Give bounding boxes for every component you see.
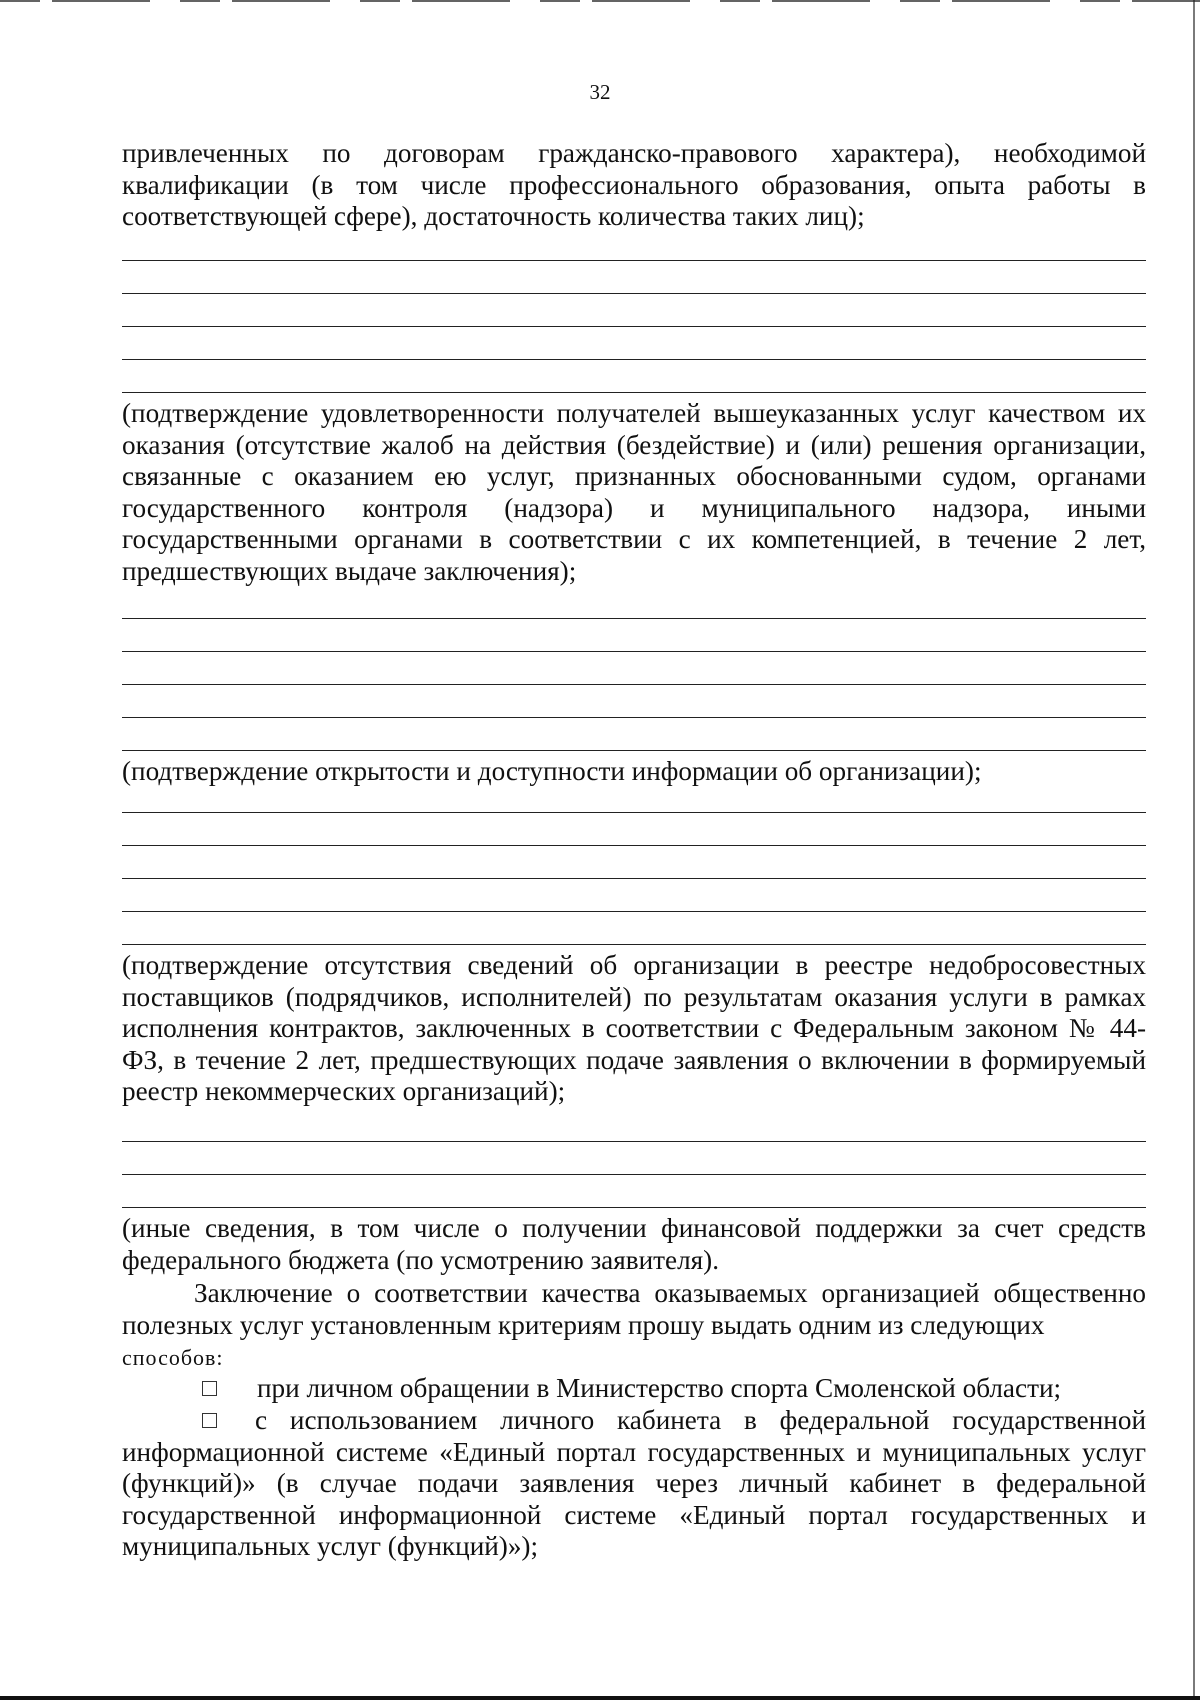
fill-line [122,260,1146,261]
fill-line [122,1174,1146,1175]
conclusion-text: Заключение о соответствии качества оказываемых организацией общественно полезных услуг установленным критериям прошу выдать одним из следующих [122,1278,1146,1340]
page-number: 32 [589,80,611,104]
checkbox-personal-account[interactable] [202,1413,217,1428]
paragraph-openness: (подтверждение открытости и доступности информации об организации); [122,756,982,786]
scan-edge-top [0,0,1200,2]
paragraph-conclusion-request [122,1278,1146,1374]
fill-line [122,359,1146,360]
fill-line [122,812,1146,813]
paragraph-satisfaction: (подтверждение удовлетворенности получателей вышеуказанных услуг качеством их оказания (отсутствие жалоб на действия (бездействие) и (или) решения организации, связанные с оказанием ею услуг, признанных обоснованными судом, органами государственного контроля (надзора) и муниципального надзора, иными государственными органами в соответствии с их компетенцией, в течение 2 лет, предшествующих выдаче заключения); [122,398,1146,586]
paragraph-other-info: (иные сведения, в том числе о получении финансовой поддержки за счет средств федерального бюджета (по усмотрению заявителя). [122,1213,1146,1275]
fill-line [122,618,1146,619]
fill-line [122,878,1146,879]
fill-line [122,293,1146,294]
paragraph-qualification: привлеченных по договорам гражданско-правового характера), необходимой квалификации (в том числе профессионального образования, опыта работы в соответствующей сфере), достаточность количества таких лиц); [122,138,1146,231]
fill-line [122,944,1146,945]
fill-line [122,911,1146,912]
fill-line [122,1207,1146,1208]
option-in-person-label: при личном обращении в Министерство спорта Смоленской области; [257,1373,1062,1403]
paragraph-registry: (подтверждение отсутствия сведений об организации в реестре недобросовестных поставщиков (подрядчиков, исполнителей) по результатам оказания услуги в рамках исполнения контрактов, заключенных в соответствии с Федеральным законом № 44-ФЗ, в течение 2 лет, предшествующих подаче заявления о включении в формируемый реестр некоммерческих организаций); [122,950,1146,1106]
option-in-person [122,1373,1146,1405]
checkbox-in-person[interactable] [202,1381,217,1396]
conclusion-tail: способов: [122,1345,224,1370]
scan-edge-right [1193,0,1195,1700]
fill-line [122,684,1146,685]
fill-line [122,326,1146,327]
fill-line [122,717,1146,718]
scan-edge-bottom [0,1696,1200,1700]
fill-line [122,651,1146,652]
fill-line [122,845,1146,846]
fill-line [122,1141,1146,1142]
fill-line [122,392,1146,393]
fill-line [122,750,1146,751]
option-personal-account [122,1405,1146,1563]
option-personal-account-label: с использованием личного кабинета в федеральной государственной информационной системе «Единый портал государственных и муниципальных услуг (функций)» (в случае подачи заявления через личный кабинет в федеральной государственной информационной системе «Единый портал государственных и муниципальных услуг (функций)»); [122,1405,1146,1561]
